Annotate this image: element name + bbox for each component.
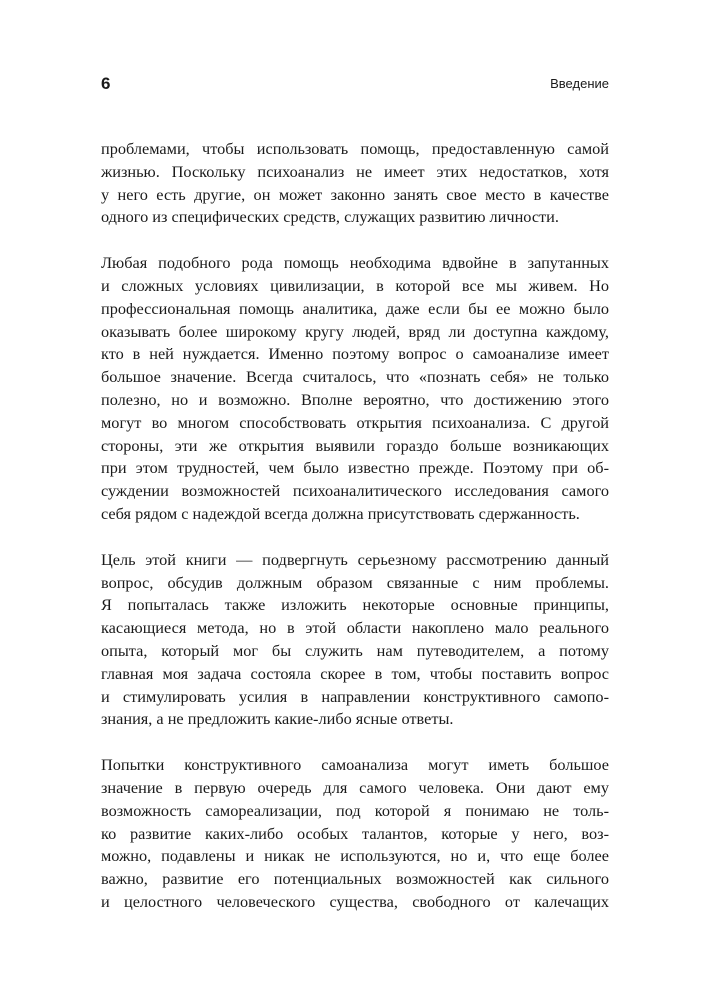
paragraph-3: [101, 549, 609, 731]
text-line: полезно, но и возможно. Вполне вероятно, что достижению этого: [101, 389, 609, 409]
body-text: [101, 138, 609, 937]
text-line: большое значение. Всегда считалось, что «познать себя» не только: [101, 367, 609, 387]
text-line: могут во многом способствовать открытия психоанализа. С другой: [101, 412, 609, 432]
text-line: себя рядом с надеждой всегда должна присутствовать сдержанность.: [101, 503, 580, 523]
text-line: стороны, эти же открытия выявили гораздо больше возникающих: [101, 435, 609, 455]
text-line: Цель этой книги — подвергнуть серьезному рассмотрению данный: [101, 549, 609, 569]
text-line: важно, развитие его потенциальных возможностей как сильного: [101, 869, 609, 889]
paragraph-2: [101, 252, 609, 526]
text-line: касающиеся метода, но в этой области накоплено мало реального: [101, 618, 609, 638]
text-line: кто в ней нуждается. Именно поэтому вопрос о самоанализе имеет: [101, 344, 609, 364]
text-line: и сложных условиях цивилизации, в которой все мы живем. Но: [101, 275, 609, 295]
text-line: Я попыталась также изложить некоторые основные принципы,: [101, 595, 609, 615]
page-header: [101, 74, 609, 96]
text-line: возможность самореализации, под которой я понимаю не толь-: [101, 800, 609, 820]
text-line: профессиональная помощь аналитика, даже если бы ее можно было: [101, 298, 609, 318]
text-line: и стимулировать усилия в направлении конструктивного самопо-: [101, 686, 609, 706]
text-line: знания, а не предложить какие-либо ясные ответы.: [101, 709, 454, 729]
text-line: проблемами, чтобы использовать помощь, предоставленную самой: [101, 139, 609, 158]
running-title: Введение: [550, 76, 609, 91]
text-line: главная моя задача состояла скорее в том, чтобы поставить вопрос: [101, 663, 609, 683]
paragraph-1: [101, 138, 609, 229]
paragraph-4: [101, 754, 609, 914]
text-line: при этом трудностей, чем было известно прежде. Поэтому при об-: [101, 458, 609, 478]
text-line: и целостного человеческого существа, свободного от калечащих: [101, 891, 609, 911]
text-line: ко развитие каких-либо особых талантов, которые у него, воз-: [101, 823, 609, 843]
page-number: 6: [101, 74, 111, 93]
text-line: суждении возможностей психоаналитического исследования самого: [101, 481, 609, 501]
text-line: одного из специфических средств, служащих развитию личности.: [101, 207, 559, 227]
text-line: можно, подавлены и никак не используются, но и, что еще более: [101, 846, 609, 866]
text-line: опыта, который мог бы служить нам путеводителем, а потому: [101, 640, 609, 660]
text-line: Любая подобного рода помощь необходима вдвойне в запутанных: [101, 253, 609, 273]
text-line: у него есть другие, он может законно занять свое место в качестве: [101, 184, 609, 204]
text-line: значение в первую очередь для самого человека. Они дают ему: [101, 777, 609, 797]
text-line: Попытки конструктивного самоанализа могут иметь большое: [101, 755, 609, 775]
text-line: вопрос, обсудив должным образом связанные с ним проблемы.: [101, 572, 609, 592]
text-line: жизнью. Поскольку психоанализ не имеет этих недостатков, хотя: [101, 161, 609, 181]
text-line: оказывать более широкому кругу людей, вряд ли доступна каждому,: [101, 321, 609, 341]
